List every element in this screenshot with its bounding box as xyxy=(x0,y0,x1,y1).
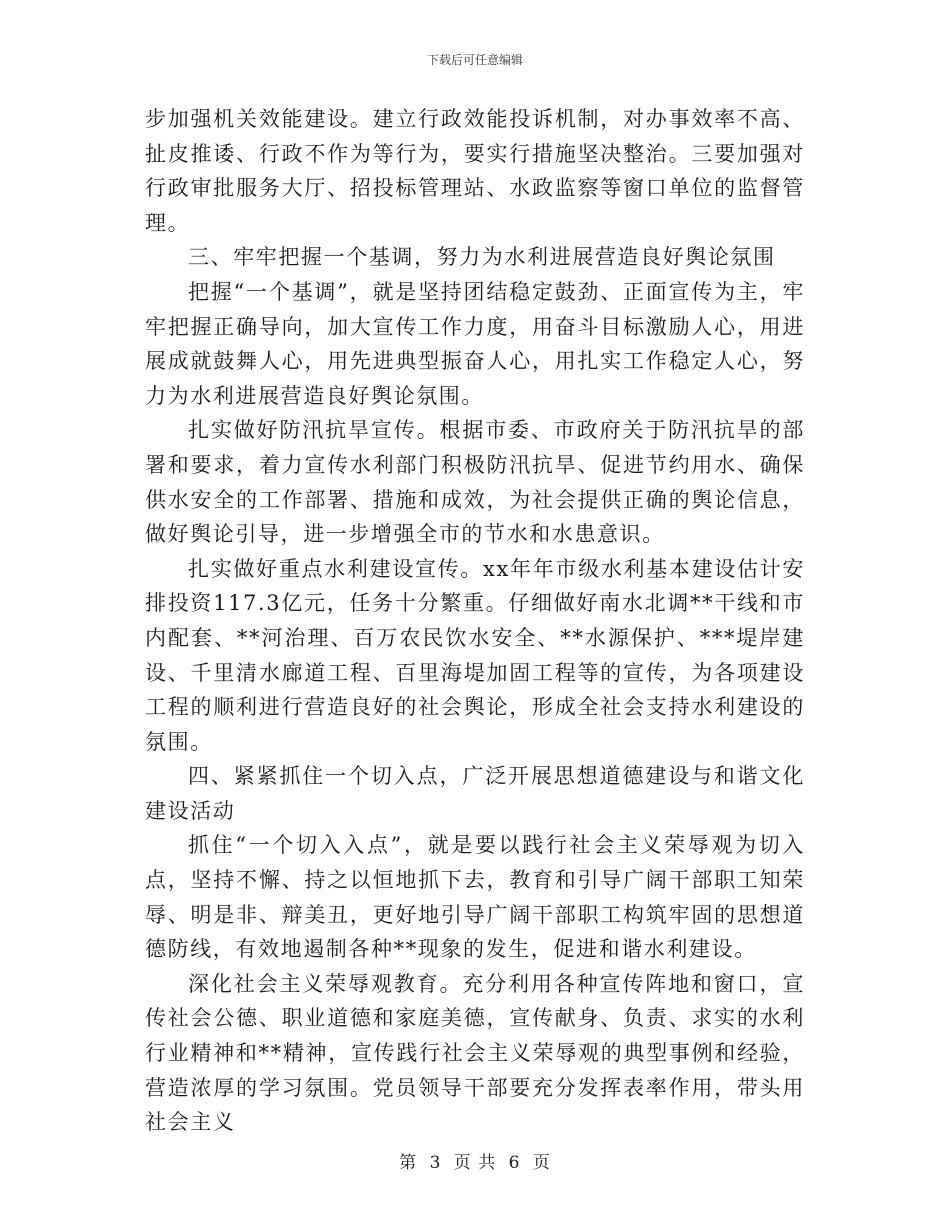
page-header: 下载后可任意编辑 xyxy=(426,53,523,67)
paragraph: 抓住“一个切入入点”，就是要以践行社会主义荣辱观为切入点，坚持不懈、持之以恒地抓下去，教育和引导广阔干部职工知荣辱、明是非、辩美丑，更好地引导广阔干部职工构筑牢固的思想道德防线，有效地遏制各种**现象的发生，促进和谐水利建设。 xyxy=(145,833,805,962)
document-body xyxy=(145,102,805,1140)
footer-middle: 页 共 xyxy=(453,1153,497,1173)
page-footer xyxy=(0,1152,950,1174)
paragraph: 扎实做好防汛抗旱宣传。根据市委、市政府关于防汛抗旱的部署和要求，着力宣传水利部门积极防汛抗旱、促进节约用水、确保供水安全的工作部署、措施和成效，为社会提供正确的舆论信息，做好舆论引导，进一步增强全市的节水和水患意识。 xyxy=(145,418,805,547)
paragraph: 扎实做好重点水利建设宣传。xx年年市级水利基本建设估计安排投资117.3亿元，任务十分繁重。仔细做好南水北调**干线和市内配套、**河治理、百万农民饮水安全、**水源保护、***堤岸建设、千里清水廊道工程、百里海堤加固工程等的宣传，为各项建设工程的顺利进行营造良好的社会舆论，形成全社会支持水利建设的氛围。 xyxy=(145,556,805,754)
paragraph: 把握“一个基调”，就是坚持团结稳定鼓劲、正面宣传为主，牢牢把握正确导向，加大宣传工作力度，用奋斗目标激励人心，用进展成就鼓舞人心，用先进典型振奋人心，用扎实工作稳定人心，努力为水利进展营造良好舆论氛围。 xyxy=(145,279,805,408)
paragraph: 深化社会主义荣辱观教育。充分利用各种宣传阵地和窗口，宣传社会公德、职业道德和家庭美德，宣传献身、负责、求实的水利行业精神和**精神，宣传践行社会主义荣辱观的典型事例和经验，营造浓厚的学习氛围。党员领导干部要充分发挥表率作用，带头用社会主义 xyxy=(145,971,805,1135)
section-heading-4: 四、紧紧抓住一个切入点，广泛开展思想道德建设与和谐文化建设活动 xyxy=(145,764,805,823)
current-page-number: 3 xyxy=(429,1153,442,1173)
section-heading-3: 三、牢牢把握一个基调，努力为水利进展营造良好舆论氛围 xyxy=(188,245,776,270)
footer-prefix: 第 xyxy=(399,1153,418,1173)
paragraph-continuation: 步加强机关效能建设。建立行政效能投诉机制，对办事效率不高、扯皮推诿、行政不作为等行为，要实行措施坚决整治。三要加强对行政审批服务大厅、招投标管理站、水政监察等窗口单位的监督管理。 xyxy=(145,107,805,235)
total-page-number: 6 xyxy=(508,1153,521,1173)
footer-suffix: 页 xyxy=(532,1153,551,1173)
